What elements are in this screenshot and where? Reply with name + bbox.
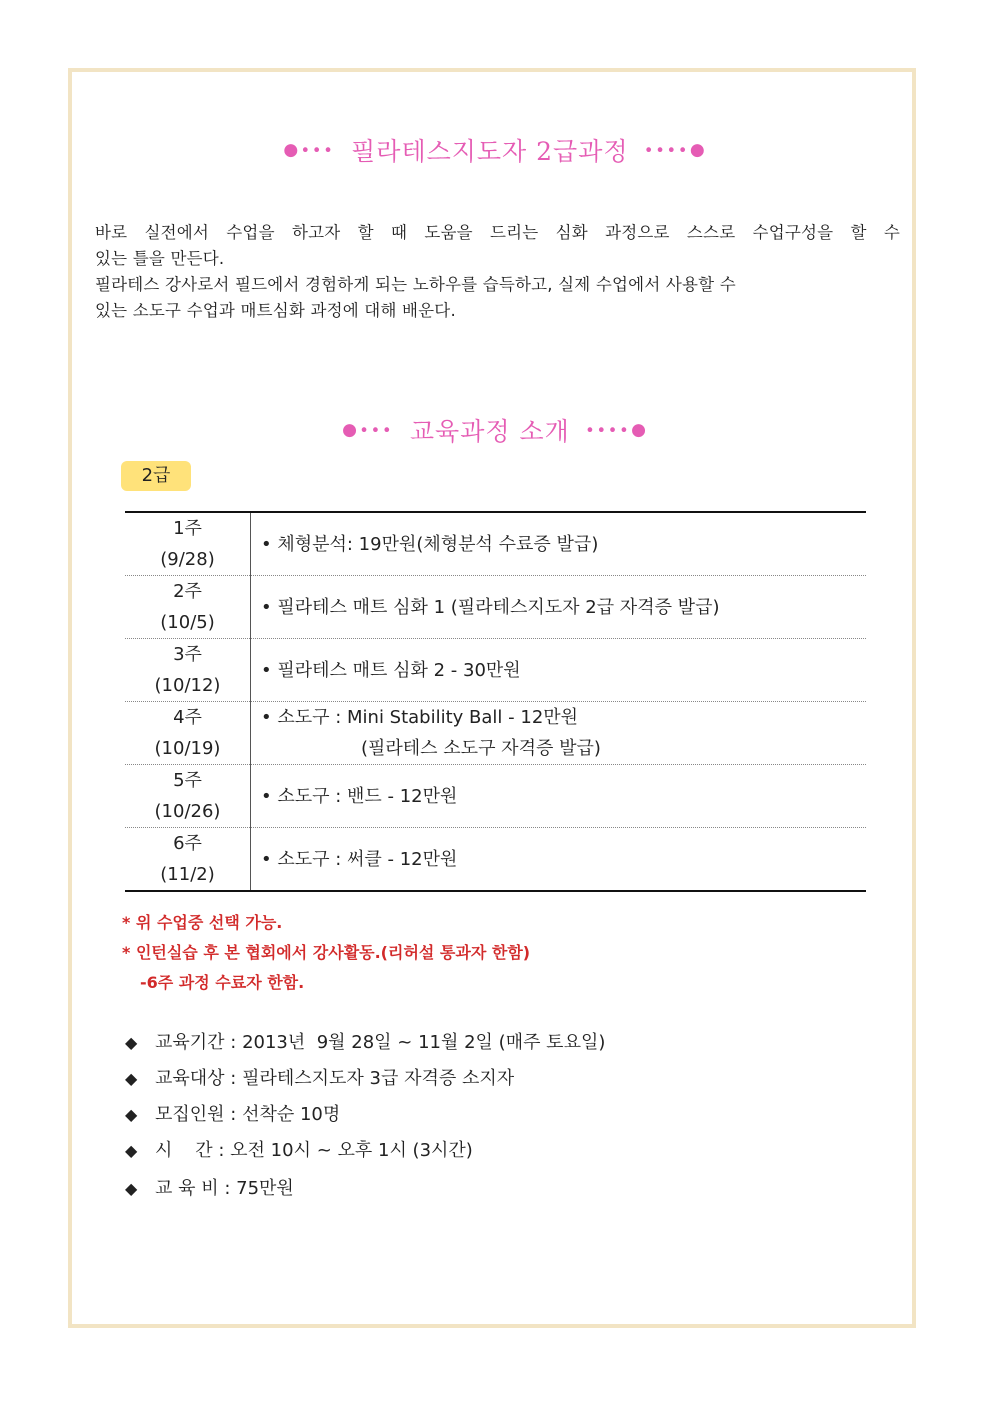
table-row (125, 576, 866, 639)
info-target: ◆ 교육대상 : 필라테스지도자 3급 자격증 소지자 (125, 1064, 605, 1100)
week-cell: 1주 (9/28) (125, 512, 251, 576)
table-row (125, 765, 866, 828)
diamond-icon: ◆ (125, 1069, 138, 1088)
content-cell: • 체형분석: 19만원(체형분석 수료증 발급) (251, 512, 867, 576)
info-recruit: ◆ 모집인원 : 선착순 10명 (125, 1100, 605, 1136)
title-dots-right: ∙∙∙∙● (585, 420, 649, 440)
diamond-icon: ◆ (125, 1179, 138, 1198)
week-cell: 2주 (10/5) (125, 576, 251, 639)
note-3: -6주 과정 수료자 한함. (140, 973, 305, 992)
week-cell: 3주 (10/12) (125, 639, 251, 702)
intro-line-1: 바로 실전에서 수업을 하고자 할 때 도움을 드리는 심화 과정으로 스스로 수업구성을 할 수 (95, 223, 900, 242)
diamond-icon: ◆ (125, 1141, 138, 1160)
course-info (125, 1028, 605, 1210)
schedule-table (125, 511, 866, 892)
info-fee: ◆ 교 육 비 : 75만원 (125, 1174, 605, 1210)
curriculum-title (0, 412, 991, 448)
note-2: * 인턴실습 후 본 협회에서 강사활동.(리허설 통과자 한함) (122, 943, 531, 962)
diamond-icon: ◆ (125, 1033, 138, 1052)
intro-text (95, 220, 900, 324)
title-dots-right: ∙∙∙∙● (644, 140, 708, 160)
week-cell: 5주 (10/26) (125, 765, 251, 828)
info-period: ◆ 교육기간 : 2013년 9월 28일 ~ 11월 2일 (매주 토요일) (125, 1028, 605, 1064)
note-1: * 위 수업중 선택 가능. (122, 913, 283, 932)
intro-line-2: 있는 틀을 만든다. (95, 249, 225, 268)
curriculum-title-text: 교육과정 소개 (409, 417, 570, 446)
intro-line-4: 있는 소도구 수업과 매트심화 과정에 대해 배운다. (95, 301, 456, 320)
course-title (0, 132, 991, 168)
course-title-text: 필라테스지도자 2급과정 (351, 137, 629, 166)
content-cell: • 필라테스 매트 심화 1 (필라테스지도자 2급 자격증 발급) (251, 576, 867, 639)
table-row (125, 702, 866, 765)
content-cell: • 소도구 : 써클 - 12만원 (251, 828, 867, 892)
week-cell: 4주 (10/19) (125, 702, 251, 765)
title-dots-left: ●∙∙∙ (283, 140, 336, 160)
table-row (125, 512, 866, 576)
intro-line-3: 필라테스 강사로서 필드에서 경험하게 되는 노하우를 습득하고, 실제 수업에서 사용할 수 (95, 275, 736, 294)
diamond-icon: ◆ (125, 1105, 138, 1124)
week-cell: 6주 (11/2) (125, 828, 251, 892)
notes (122, 908, 530, 998)
title-dots-left: ●∙∙∙ (342, 420, 394, 440)
info-time: ◆ 시 간 : 오전 10시 ~ 오후 1시 (3시간) (125, 1136, 605, 1172)
level-badge: 2급 (121, 461, 191, 491)
content-cell: • 소도구 : Mini Stability Ball - 12만원 (필라테스 소도구 자격증 발급) (251, 702, 867, 765)
content-cell: • 필라테스 매트 심화 2 - 30만원 (251, 639, 867, 702)
content-cell: • 소도구 : 밴드 - 12만원 (251, 765, 867, 828)
table-row (125, 639, 866, 702)
table-row (125, 828, 866, 892)
